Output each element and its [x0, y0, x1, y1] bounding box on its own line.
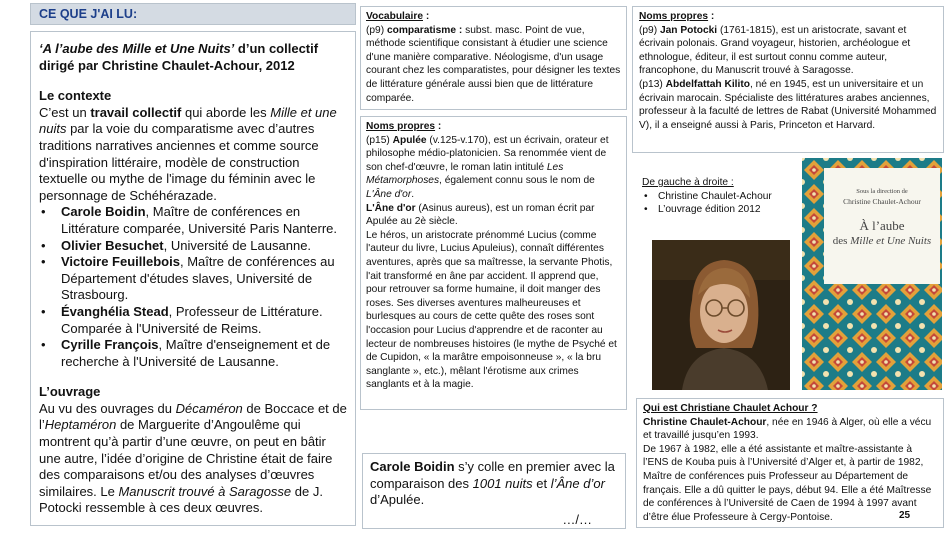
list-item: • L’ouvrage édition 2012: [642, 203, 798, 217]
photo-caption: [642, 176, 798, 217]
caption-list: [642, 190, 798, 217]
continued-mark: …/…: [562, 511, 592, 527]
apulee-box: Noms propres : (p15) Apulée (v.125-v.170), est un écrivain, orateur et philosophe médio-platonicien. Sa renommée vient de son chef-d'œuvre, le roman latin intitulé Les Métamorphoses, également connu sous le nom de L'Âne d'or. L'Âne d'or (Asinus aureus), est un roman écrit par Apulée au 2è siècle. Le héros, un aristocrate prénommé Lucius (comme l'auteur du livre, Lucius Apuleius), connaît différentes aventures, après que sa maîtresse, la servante Photis, l'ait transformé en âne par accident. Il apprend que, pour retrouver sa forme humaine, il doit manger des roses. Ses diverses aventures malheureuses et burlesques au cours de cette quête des roses sont l'occasion pour Lucius d'apprendre et de raconter au lecteur de nombreuses histoires (le mythe de Psyché et de Cupidon, « la marâtre empoisonneuse », « la bru sanglante », etc.), mêlant l'érotisme aux crimes sanglants et à la magie.: [360, 116, 627, 410]
context-paragraph: C’est un travail collectif qui aborde les Mille et une nuits par la voie du comparatisme avec d’autres traditions narratives anciennes et comme source d'inspiration littéraire, modèle de construction textuelle ou mythe de l'image du féminin avec le personnage de Schéhérazade.: [39, 104, 337, 203]
vocabulary-box: Vocabulaire : (p9) comparatisme : subst. masc. Point de vue, méthode scientifique consistant à étudier une science d'une manière comparative. Néologisme, d'un usage courant chez les comparatistes, pour désigner les textes de littérature générale aussi bien que de littérature comparée.: [360, 6, 627, 110]
author-portrait: [652, 240, 790, 390]
ouvrage-heading: L’ouvrage: [39, 384, 101, 400]
apulee-heading: Noms propres: [366, 121, 436, 132]
cover-editor-label: Sous la direction de: [856, 188, 908, 195]
carole-box: [362, 453, 626, 529]
cover-title-panel: [824, 168, 940, 284]
cover-title-2: des Mille et Une Nuits: [832, 235, 932, 247]
page-title-text: CE QUE J'AI LU:: [39, 7, 138, 21]
biography-paragraph-1: Christine Chaulet-Achour, née en 1946 à Alger, où elle a vécu et travaillé jusqu’en 1993.: [643, 416, 932, 442]
list-item: • Victoire Feuillebois, Maître de conférences au Département d'études slaves, Université de Strasbourg.: [39, 254, 347, 304]
list-item: • Carole Boidin, Maître de conférences en Littérature comparée, Université Paris Nanterre.: [39, 204, 347, 237]
main-text-box: [30, 31, 356, 526]
list-item: • Évanghélia Stead, Professeur de Littérature. Comparée à l'Université de Reims.: [39, 304, 347, 337]
potocki-heading: Noms propres: [639, 11, 709, 22]
vocabulary-heading: Vocabulaire: [366, 11, 423, 22]
context-heading: Le contexte: [39, 88, 112, 104]
apulee-paragraph: (p15) Apulée (v.125-v.170), est un écrivain, orateur et philosophe médio-platonicien. Sa renommée vient de son chef-d'œuvre, le roman latin intitulé Les Métamorphoses, également connu sous le nom de L'Âne d'or.: [366, 134, 609, 200]
page-number: 25: [899, 510, 911, 521]
biography-box: [636, 398, 944, 528]
list-item: • Christine Chaulet-Achour: [642, 190, 798, 204]
ane-dor-paragraph: L'Âne d'or (Asinus aureus), est un roman écrit par Apulée au 2è siècle.: [366, 202, 595, 228]
book-cover: [802, 158, 942, 390]
page-title: [30, 3, 356, 25]
kilito-paragraph: (p13) Abdelfattah Kilito, né en 1945, est un universitaire et un écrivain marocain. Spécialiste des littératures arabes anciennes, professeur à la faculté de lettres de Rabat (Université Mohammed V), il a enseigné aussi à Paris, Princeton et Harvard.: [639, 78, 937, 131]
ouvrage-paragraph: Au vu des ouvrages du Décaméron de Boccace et de l’Heptaméron de Marguerite d’Angoulême qui montrent qu’à partir d’une œuvre, on peut en bâtir une autre, l’idée d’origine de Christine était de faire des comparaisons et/ou des analyses d’œuvres similaires. Le Manuscrit trouvé à Saragosse de J. Potocki ressemble à ces deux œuvres.: [39, 400, 347, 516]
biography-paragraph-2: De 1967 à 1982, elle a été assistante et maître-assistante à l’ENS de Kouba puis à l’Université d’Alger et, à partir de 1982, Maître de conférences puis Professeur au Département de français. Elle a dû quitter le pays, début 94. Elle a été Maîtresse de conférences à l’Université de Caen de 1994 à 1997 avant d’être élue Professeure à Cergy-Pontoise.: [643, 443, 932, 523]
caption-heading: De gauche à droite :: [642, 177, 734, 188]
biography-heading: Qui est Christiane Chaulet Achour ?: [643, 403, 818, 414]
potocki-box: Noms propres : (p9) Jan Potocki (1761-1815), est un aristocrate, savant et écrivain polonais. Grand voyageur, historien, archéologue et ethnologue, éditeur, il est surtout connu comme auteur, francophone, du Manuscrit trouvé à Saragosse. (p13) Abdelfattah Kilito, né en 1945, est un universitaire et un écrivain marocain. Spécialiste des littératures arabes anciennes, professeur à la faculté de lettres de Rabat (Université Mohammed V), il a enseigné aussi à Paris, Princeton et Harvard.: [632, 6, 944, 153]
book-reference: ‘A l’aube des Mille et Une Nuits’ d’un collectif dirigé par Christine Chaulet-Achour, 2012: [39, 41, 319, 73]
cover-title: À l’aube: [859, 218, 905, 233]
list-item: • Cyrille François, Maître d'enseignement et de recherche à l'Université de Lausanne.: [39, 337, 347, 370]
vocabulary-definition: (p9) comparatisme : subst. masc. Point de vue, méthode scientifique consistant à étudier une science d'une manière comparative. Néologisme, d'un usage courant chez les comparatistes, pour désigner les textes de littérature générale aussi bien que de littérature comparée.: [366, 24, 621, 104]
list-item: • Olivier Besuchet, Université de Lausanne.: [39, 238, 347, 255]
lucius-paragraph: Le héros, un aristocrate prénommé Lucius (comme l'auteur du livre, Lucius Apuleius), connaît différentes aventures, après que sa maîtresse, la servante Photis, l'ait transformé en âne par accident. Il apprend que, pour retrouver sa forme humaine, il doit manger des roses. Ses diverses aventures malheureuses et burlesques au cours de cette quête des roses sont l'occasion pour Lucius d'apprendre et de raconter au lecteur de nombreuses histoires (le mythe de Psyché et de Cupidon, « la marâtre empoisonneuse », « la bru sanglante », etc.), mêlant l'érotisme aux crimes sanglants et à la magie.: [366, 229, 617, 391]
carole-paragraph: Carole Boidin s’y colle en premier avec la comparaison des 1001 nuits et l’Âne d’or d’Apulée.: [370, 459, 615, 508]
portrait-image: [652, 240, 790, 390]
cover-editor-name: Christine Chaulet-Achour: [843, 197, 921, 206]
potocki-paragraph: (p9) Jan Potocki (1761-1815), est un aristocrate, savant et écrivain polonais. Grand voyageur, historien, archéologue et ethnologue, éditeur, il est surtout connu comme auteur, francophone, du Manuscrit trouvé à Saragosse.: [639, 24, 911, 77]
contributors-list: [39, 204, 347, 370]
